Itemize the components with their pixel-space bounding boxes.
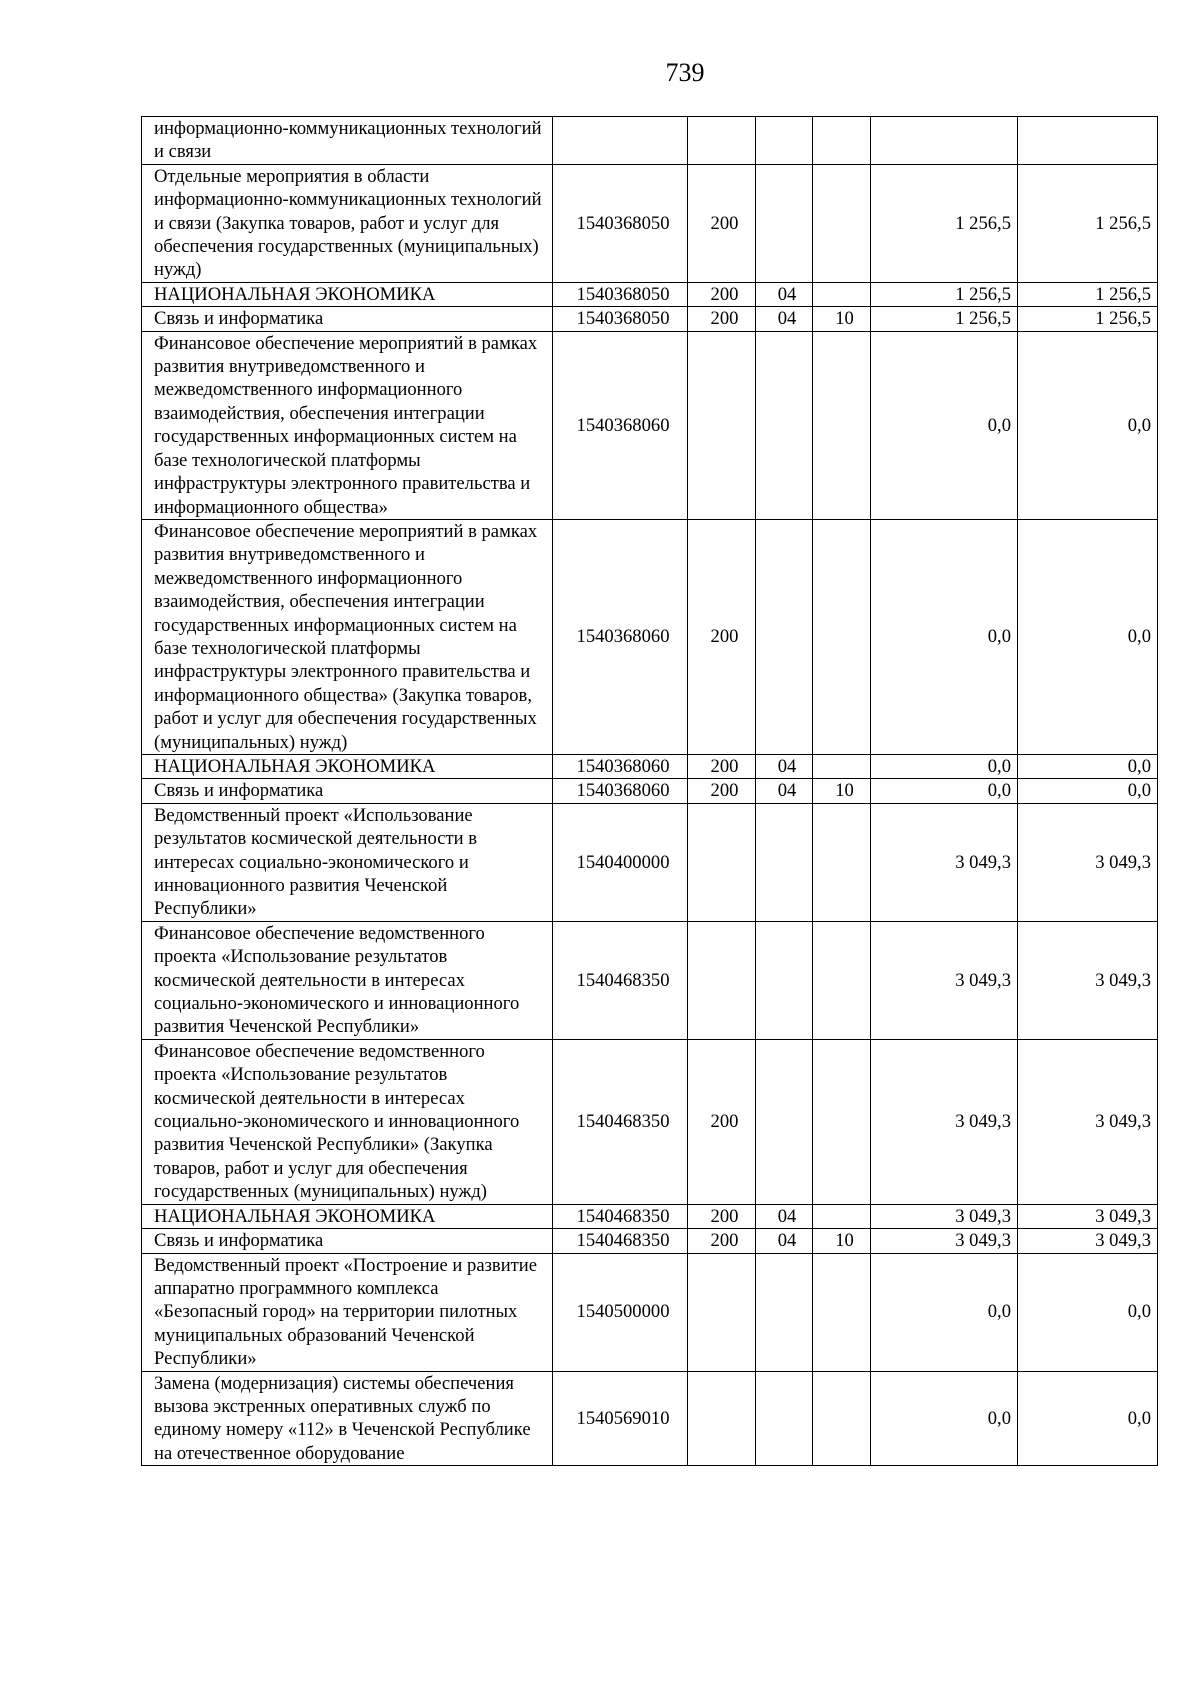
amount-year-2-cell: 3 049,3 xyxy=(1018,803,1158,921)
row-name-cell: НАЦИОНАЛЬНАЯ ЭКОНОМИКА xyxy=(142,282,553,306)
amount-year-2-cell: 0,0 xyxy=(1018,1253,1158,1371)
section-cell: 04 xyxy=(756,282,813,306)
amount-year-2-cell: 0,0 xyxy=(1018,519,1158,754)
expense-type-cell xyxy=(688,117,756,165)
section-cell xyxy=(756,803,813,921)
amount-year-1-cell: 3 049,3 xyxy=(871,1204,1018,1228)
subsection-cell xyxy=(813,921,871,1039)
expense-type-cell: 200 xyxy=(688,1039,756,1204)
table-body xyxy=(142,117,1158,1466)
table-row xyxy=(142,117,1158,165)
section-cell: 04 xyxy=(756,1204,813,1228)
amount-year-2-cell: 3 049,3 xyxy=(1018,1229,1158,1253)
expense-type-cell: 200 xyxy=(688,779,756,803)
amount-year-2-cell: 3 049,3 xyxy=(1018,1204,1158,1228)
target-code-cell: 1540368060 xyxy=(553,331,688,519)
expense-type-cell: 200 xyxy=(688,1229,756,1253)
page-number: 739 xyxy=(665,58,705,87)
row-name-cell: НАЦИОНАЛЬНАЯ ЭКОНОМИКА xyxy=(142,1204,553,1228)
target-code-cell: 1540468350 xyxy=(553,1039,688,1204)
table-row xyxy=(142,779,1158,803)
subsection-cell xyxy=(813,282,871,306)
expense-type-cell xyxy=(688,1371,756,1466)
table-row xyxy=(142,331,1158,519)
amount-year-1-cell: 0,0 xyxy=(871,1253,1018,1371)
target-code-cell: 1540400000 xyxy=(553,803,688,921)
row-name-cell: Финансовое обеспечение мероприятий в рамках развития внутриведомственного и межведомственного информационного взаимодействия, обеспечения интеграции государственных информационных систем на базе технологической платформы инфраструктуры электронного правительства и информационного общества» (Закупка товаров, работ и услуг для обеспечения государственных (муниципальных) нужд) xyxy=(142,519,553,754)
target-code-cell: 1540368050 xyxy=(553,164,688,282)
row-name-cell: Связь и информатика xyxy=(142,1229,553,1253)
amount-year-1-cell: 3 049,3 xyxy=(871,1229,1018,1253)
amount-year-1-cell: 0,0 xyxy=(871,754,1018,778)
amount-year-2-cell: 1 256,5 xyxy=(1018,282,1158,306)
subsection-cell xyxy=(813,754,871,778)
amount-year-1-cell: 0,0 xyxy=(871,1371,1018,1466)
target-code-cell xyxy=(553,117,688,165)
table-row xyxy=(142,754,1158,778)
section-cell xyxy=(756,1039,813,1204)
section-cell xyxy=(756,1371,813,1466)
subsection-cell: 10 xyxy=(813,307,871,331)
subsection-cell xyxy=(813,164,871,282)
amount-year-2-cell: 0,0 xyxy=(1018,779,1158,803)
table-row xyxy=(142,921,1158,1039)
amount-year-1-cell: 1 256,5 xyxy=(871,307,1018,331)
section-cell: 04 xyxy=(756,1229,813,1253)
amount-year-2-cell: 0,0 xyxy=(1018,1371,1158,1466)
table-row xyxy=(142,1204,1158,1228)
amount-year-2-cell: 3 049,3 xyxy=(1018,921,1158,1039)
section-cell xyxy=(756,1253,813,1371)
table-row xyxy=(142,1229,1158,1253)
expense-type-cell: 200 xyxy=(688,164,756,282)
section-cell xyxy=(756,117,813,165)
amount-year-1-cell: 1 256,5 xyxy=(871,282,1018,306)
subsection-cell xyxy=(813,519,871,754)
amount-year-2-cell: 1 256,5 xyxy=(1018,307,1158,331)
row-name-cell: Связь и информатика xyxy=(142,779,553,803)
table-row xyxy=(142,803,1158,921)
table-row xyxy=(142,1253,1158,1371)
target-code-cell: 1540468350 xyxy=(553,921,688,1039)
subsection-cell xyxy=(813,1371,871,1466)
amount-year-1-cell: 0,0 xyxy=(871,779,1018,803)
expense-type-cell xyxy=(688,331,756,519)
amount-year-1-cell: 3 049,3 xyxy=(871,803,1018,921)
table-row xyxy=(142,1371,1158,1466)
budget-table xyxy=(141,116,1158,1466)
section-cell xyxy=(756,331,813,519)
section-cell xyxy=(756,164,813,282)
amount-year-2-cell: 1 256,5 xyxy=(1018,164,1158,282)
expense-type-cell xyxy=(688,803,756,921)
target-code-cell: 1540468350 xyxy=(553,1204,688,1228)
section-cell xyxy=(756,519,813,754)
expense-type-cell: 200 xyxy=(688,754,756,778)
section-cell: 04 xyxy=(756,754,813,778)
expense-type-cell: 200 xyxy=(688,282,756,306)
subsection-cell xyxy=(813,1039,871,1204)
target-code-cell: 1540368060 xyxy=(553,779,688,803)
subsection-cell xyxy=(813,803,871,921)
row-name-cell: Связь и информатика xyxy=(142,307,553,331)
target-code-cell: 1540368060 xyxy=(553,754,688,778)
expense-type-cell xyxy=(688,1253,756,1371)
target-code-cell: 1540500000 xyxy=(553,1253,688,1371)
table-row xyxy=(142,307,1158,331)
row-name-cell: Финансовое обеспечение ведомственного проекта «Использование результатов космической деятельности в интересах социально-экономического и инновационного развития Чеченской Республики» (Закупка товаров, работ и услуг для обеспечения государственных (муниципальных) нужд) xyxy=(142,1039,553,1204)
expense-type-cell: 200 xyxy=(688,1204,756,1228)
row-name-cell: Финансовое обеспечение мероприятий в рамках развития внутриведомственного и межведомственного информационного взаимодействия, обеспечения интеграции государственных информационных систем на базе технологической платформы инфраструктуры электронного правительства и информационного общества» xyxy=(142,331,553,519)
expense-type-cell xyxy=(688,921,756,1039)
row-name-cell: НАЦИОНАЛЬНАЯ ЭКОНОМИКА xyxy=(142,754,553,778)
table-row xyxy=(142,164,1158,282)
section-cell: 04 xyxy=(756,307,813,331)
row-name-cell: Ведомственный проект «Построение и развитие аппаратно программного комплекса «Безопасный город» на территории пилотных муниципальных образований Чеченской Республики» xyxy=(142,1253,553,1371)
amount-year-2-cell: 0,0 xyxy=(1018,754,1158,778)
target-code-cell: 1540368050 xyxy=(553,282,688,306)
subsection-cell xyxy=(813,117,871,165)
table-row xyxy=(142,1039,1158,1204)
amount-year-1-cell xyxy=(871,117,1018,165)
section-cell: 04 xyxy=(756,779,813,803)
subsection-cell xyxy=(813,331,871,519)
expense-type-cell: 200 xyxy=(688,307,756,331)
target-code-cell: 1540368050 xyxy=(553,307,688,331)
row-name-cell: информационно-коммуникационных технологий и связи xyxy=(142,117,553,165)
amount-year-1-cell: 1 256,5 xyxy=(871,164,1018,282)
amount-year-2-cell: 0,0 xyxy=(1018,331,1158,519)
amount-year-1-cell: 3 049,3 xyxy=(871,1039,1018,1204)
row-name-cell: Замена (модернизация) системы обеспечения вызова экстренных оперативных служб по единому номеру «112» в Чеченской Республике на отечественное оборудование xyxy=(142,1371,553,1466)
target-code-cell: 1540569010 xyxy=(553,1371,688,1466)
subsection-cell: 10 xyxy=(813,779,871,803)
row-name-cell: Ведомственный проект «Использование результатов космической деятельности в интересах социально-экономического и инновационного развития Чеченской Республики» xyxy=(142,803,553,921)
section-cell xyxy=(756,921,813,1039)
table-row xyxy=(142,519,1158,754)
row-name-cell: Финансовое обеспечение ведомственного проекта «Использование результатов космической деятельности в интересах социально-экономического и инновационного развития Чеченской Республики» xyxy=(142,921,553,1039)
target-code-cell: 1540468350 xyxy=(553,1229,688,1253)
amount-year-1-cell: 0,0 xyxy=(871,519,1018,754)
subsection-cell: 10 xyxy=(813,1229,871,1253)
table-row xyxy=(142,282,1158,306)
amount-year-1-cell: 0,0 xyxy=(871,331,1018,519)
expense-type-cell: 200 xyxy=(688,519,756,754)
target-code-cell: 1540368060 xyxy=(553,519,688,754)
row-name-cell: Отдельные мероприятия в области информационно-коммуникационных технологий и связи (Закупка товаров, работ и услуг для обеспечения государственных (муниципальных) нужд) xyxy=(142,164,553,282)
amount-year-1-cell: 3 049,3 xyxy=(871,921,1018,1039)
amount-year-2-cell: 3 049,3 xyxy=(1018,1039,1158,1204)
subsection-cell xyxy=(813,1204,871,1228)
amount-year-2-cell xyxy=(1018,117,1158,165)
subsection-cell xyxy=(813,1253,871,1371)
